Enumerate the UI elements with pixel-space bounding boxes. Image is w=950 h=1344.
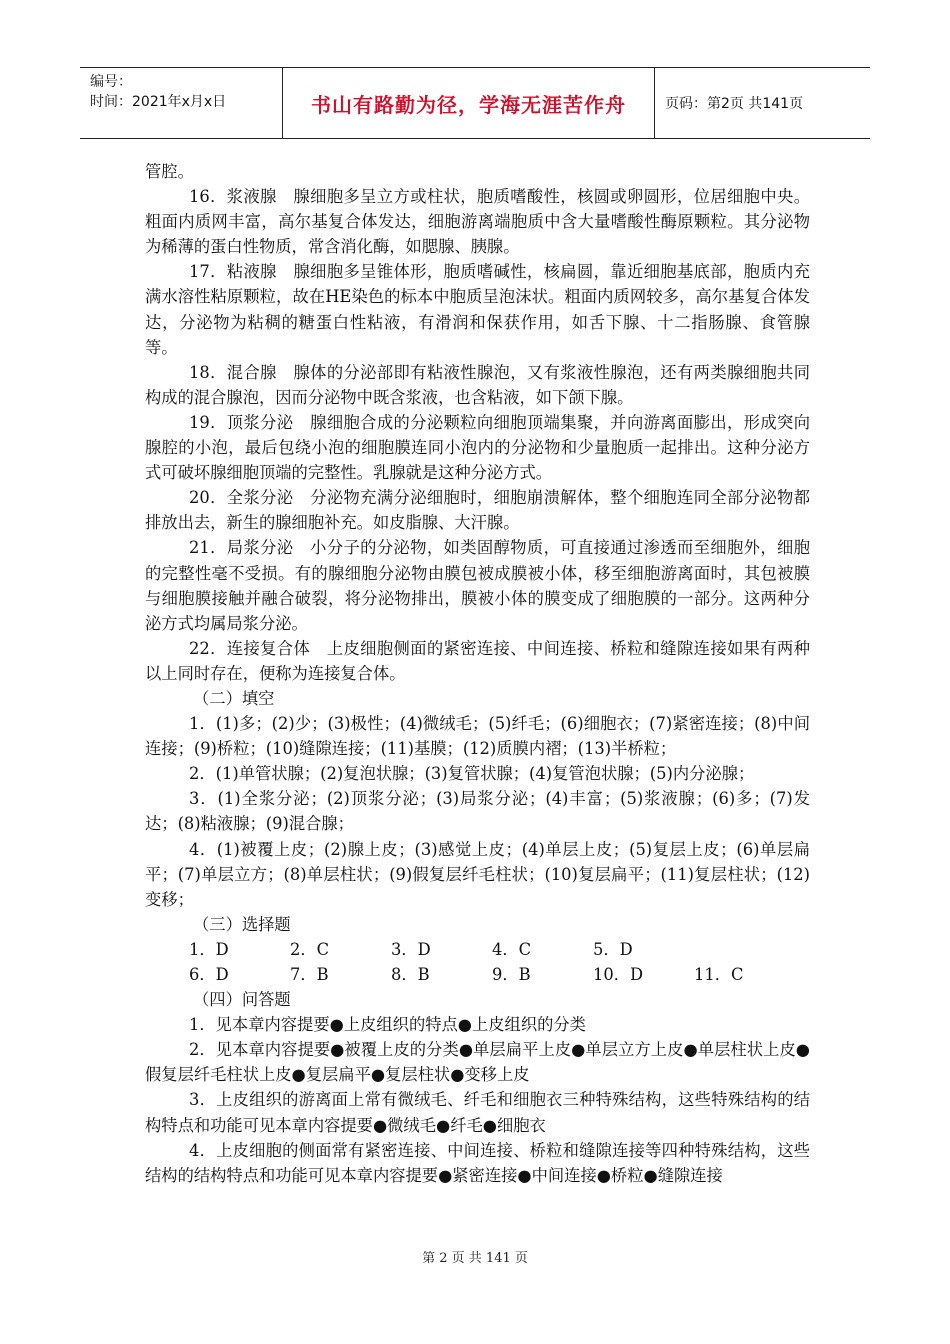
fill-answer: 2．(1)单管状腺；(2)复泡状腺；(3)复管状腺；(4)复管泡状腺；(5)内分泌腺；	[189, 764, 755, 784]
choice-answer: 9．B	[492, 965, 531, 984]
paragraph: 18．混合腺 腺体的分泌部即有粘液性腺泡，又有浆液性腺泡，还有两类腺细胞共同构成的混合腺泡，因而分泌物中既含浆液，也含粘液，如下颌下腺。	[145, 362, 810, 407]
fill-answer: 3．(1)全浆分泌；(2)顶浆分泌；(3)局浆分泌；(4)丰富；(5)浆液腺；(6)多；(7)发达；(8)粘液腺；(9)混合腺；	[145, 789, 810, 834]
page-info: 页码：第2页 共141页	[665, 96, 804, 112]
choice-answer: 8．B	[391, 965, 430, 984]
paragraph: 16．浆液腺 腺细胞多呈立方或柱状，胞质嗜酸性，核圆或卵圆形，位居细胞中央。粗面内质网丰富，高尔基复合体发达，细胞游离端胞质中含大量嗜酸性酶原颗粒。其分泌物为稀薄的蛋白性物质，常含消化酶，如腮腺、胰腺。	[145, 187, 810, 257]
number-label: 编号：	[90, 74, 132, 90]
qa-answer: 3．上皮组织的游离面上常有微绒毛、纤毛和细胞衣三种特殊结构，这些特殊结构的结构特点和功能可见本章内容提要●微绒毛●纤毛●细胞衣	[145, 1090, 810, 1135]
choice-answer: 11．C	[694, 965, 744, 984]
choice-section-heading: （三）选择题	[193, 914, 291, 934]
paragraph: 22．连接复合体 上皮细胞侧面的紧密连接、中间连接、桥粒和缝隙连接如果有两种以上同时存在，便称为连接复合体。	[145, 638, 810, 683]
qa-section-heading: （四）问答题	[193, 990, 291, 1010]
paragraph: 19．顶浆分泌 腺细胞合成的分泌颗粒向细胞顶端集聚，并向游离面膨出，形成突向腺腔的小泡，最后包绕小泡的细胞膜连同小泡内的分泌物和少量胞质一起排出。这种分泌方式可破坏腺细胞顶端的完整性。乳腺就是这种分泌方式。	[145, 412, 810, 483]
choice-row	[145, 962, 810, 987]
choice-answer: 3．D	[391, 939, 431, 959]
paragraph: 管腔。	[145, 162, 194, 181]
qa-answer: 2．见本章内容提要●被覆上皮的分类●单层扁平上皮●单层立方上皮●单层柱状上皮●假复层纤毛柱状上皮●复层扁平●复层柱状●变移上皮	[145, 1040, 810, 1085]
paragraph: 17．粘液腺 腺细胞多呈锥体形，胞质嗜碱性，核扁圆，靠近细胞基底部，胞质内充满水溶性粘原颗粒，故在HE染色的标本中胞质呈泡沫状。粗面内质网较多，高尔基复合体发达，分泌物为粘稠的糖蛋白性粘液，有滑润和保获作用，如舌下腺、十二指肠腺、食管腺等。	[145, 262, 810, 357]
choice-answer: 5．D	[593, 939, 633, 959]
choice-answer: 6．D	[189, 965, 229, 984]
choice-answer: 4．C	[492, 939, 532, 959]
choice-answer: 1．D	[189, 939, 229, 959]
choice-row	[145, 937, 810, 962]
fill-section-heading: （二）填空	[193, 688, 275, 708]
header-meta	[80, 68, 283, 138]
choice-answer: 10．D	[593, 965, 644, 984]
paragraph: 20．全浆分泌 分泌物充满分泌细胞时，细胞崩溃解体，整个细胞连同全部分泌物都排放出去，新生的腺细胞补充。如皮脂腺、大汗腺。	[145, 488, 810, 533]
page-footer: 第 2 页 共 141 页	[422, 1251, 528, 1266]
fill-answer: 1．(1)多；(2)少；(3)极性；(4)微绒毛；(5)纤毛；(6)细胞衣；(7)紧密连接；(8)中间连接；(9)桥粒；(10)缝隙连接；(11)基膜；(12)质膜内褶；(13)半桥粒；	[145, 714, 810, 759]
fill-answer: 4．(1)被覆上皮；(2)腺上皮；(3)感觉上皮；(4)单层上皮；(5)复层上皮；(6)单层扁平；(7)单层立方；(8)单层柱状；(9)假复层纤毛柱状；(10)复层扁平；(11)复层柱状；(12)变移；	[145, 839, 810, 909]
choice-answer: 2．C	[290, 939, 330, 959]
qa-answer: 1．见本章内容提要●上皮组织的特点●上皮组织的分类	[189, 1015, 586, 1035]
document-body	[145, 159, 810, 1188]
page-header	[80, 67, 870, 139]
motto: 书山有路勤为径，学海无涯苦作舟	[283, 68, 655, 138]
time-label: 时间：2021年x月x日	[90, 94, 227, 110]
qa-answer: 4．上皮细胞的侧面常有紧密连接、中间连接、桥粒和缝隙连接等四种特殊结构，这些结构的结构特点和功能可见本章内容提要●紧密连接●中间连接●桥粒●缝隙连接	[145, 1140, 810, 1185]
choice-answer: 7．B	[290, 965, 329, 984]
paragraph: 21．局浆分泌 小分子的分泌物，如类固醇物质，可直接通过渗透而至细胞外，细胞的完整性毫不受损。有的腺细胞分泌物由膜包被成膜被小体，移至细胞游离面时，其包被膜与细胞膜接触并融合破裂，将分泌物排出，膜被小体的膜变成了细胞膜的一部分。这两种分泌方式均属局浆分泌。	[145, 538, 810, 633]
